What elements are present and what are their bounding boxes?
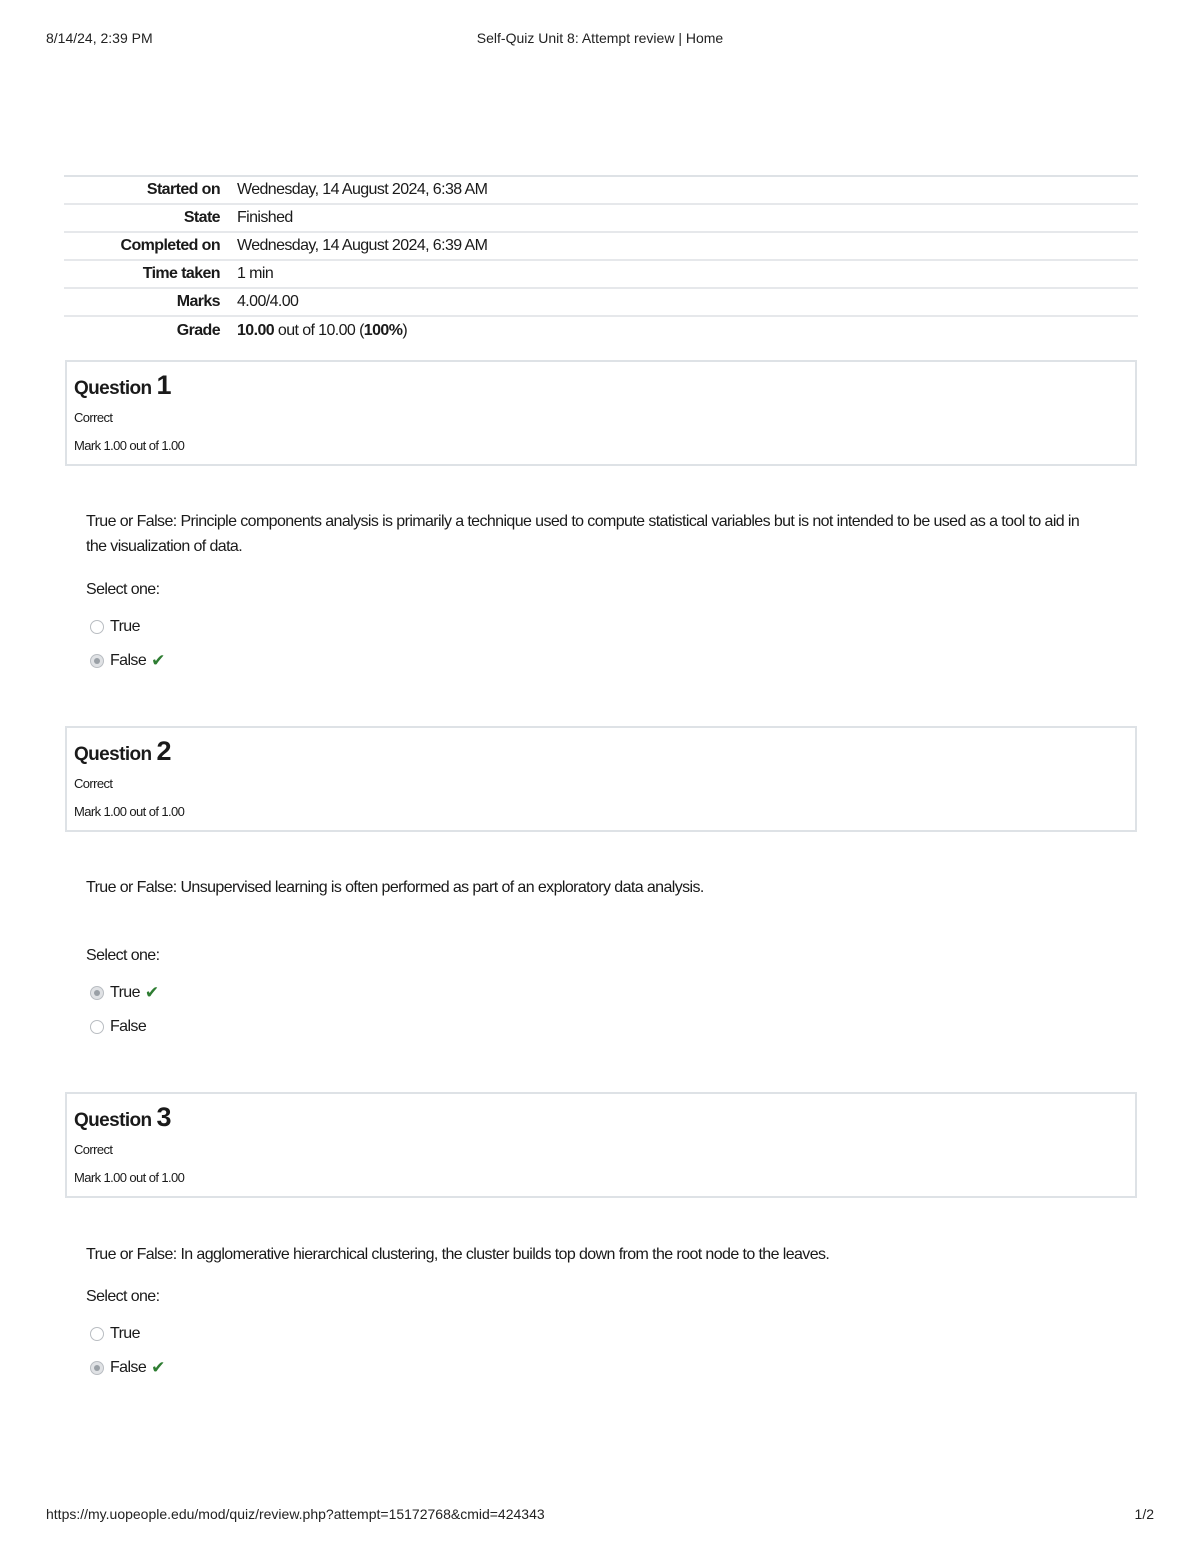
option-label: False [110, 1018, 147, 1035]
question-state: Correct [74, 1142, 113, 1157]
question-title [74, 1102, 171, 1133]
question-grade: Mark 1.00 out of 1.00 [74, 438, 185, 453]
grade-close: ) [402, 322, 408, 339]
radio-button[interactable] [90, 620, 104, 634]
answer-option-true[interactable] [90, 983, 159, 1003]
completed-value: Wednesday, 14 August 2024, 6:39 AM [237, 237, 488, 254]
option-label: False [110, 652, 147, 669]
option-label: True [110, 984, 140, 1001]
question-label: Question [74, 744, 152, 765]
summary-row-completed [64, 233, 1138, 261]
grade-label: Grade [176, 322, 220, 339]
radio-button-selected[interactable] [90, 654, 104, 668]
summary-row-started [64, 177, 1138, 205]
print-header [46, 30, 1154, 50]
print-date: 8/14/24, 2:39 PM [46, 30, 153, 46]
state-label: State [183, 209, 220, 226]
print-page-number: 1/2 [1134, 1506, 1154, 1522]
summary-row-grade [64, 317, 1138, 345]
answer-option-true[interactable] [90, 1324, 140, 1344]
marks-label: Marks [176, 293, 220, 310]
option-label: True [110, 618, 140, 635]
question-text-2: True or False: Unsupervised learning is often performed as part of an exploratory data analysis. [86, 879, 704, 896]
question-info-1 [65, 360, 1137, 466]
answer-option-false[interactable] [90, 1358, 165, 1378]
started-value: Wednesday, 14 August 2024, 6:38 AM [237, 181, 488, 198]
question-state: Correct [74, 776, 113, 791]
question-number: 3 [156, 1102, 171, 1132]
select-one-prompt: Select one: [86, 1288, 160, 1305]
select-one-prompt: Select one: [86, 581, 160, 598]
radio-button-selected[interactable] [90, 986, 104, 1000]
radio-button[interactable] [90, 1327, 104, 1341]
grade-value [220, 322, 407, 340]
option-label: False [110, 1359, 147, 1376]
answer-option-false[interactable] [90, 651, 165, 671]
question-text-3: True or False: In agglomerative hierarchical clustering, the cluster builds top down from the root node to the leaves. [86, 1246, 830, 1263]
summary-row-time [64, 261, 1138, 289]
print-footer [46, 1506, 1154, 1526]
option-label: True [110, 1325, 140, 1342]
summary-row-marks [64, 289, 1138, 317]
correct-check-icon: ✔ [151, 1358, 165, 1377]
completed-label: Completed on [120, 237, 220, 254]
time-taken-label: Time taken [142, 265, 220, 282]
question-info-3 [65, 1092, 1137, 1198]
answer-option-false[interactable] [90, 1017, 146, 1037]
select-one-prompt: Select one: [86, 947, 160, 964]
question-info-2 [65, 726, 1137, 832]
grade-score: 10.00 [237, 322, 275, 339]
radio-button-selected[interactable] [90, 1361, 104, 1375]
print-page-title: Self-Quiz Unit 8: Attempt review | Home [476, 30, 724, 46]
marks-value: 4.00/4.00 [237, 293, 299, 310]
question-grade: Mark 1.00 out of 1.00 [74, 1170, 185, 1185]
grade-rest: out of 10.00 ( [277, 322, 364, 339]
started-label: Started on [146, 181, 220, 198]
summary-row-state [64, 205, 1138, 233]
grade-percent: 100% [363, 322, 403, 339]
print-url: https://my.uopeople.edu/mod/quiz/review.php?attempt=15172768&cmid=424343 [46, 1506, 545, 1522]
question-grade: Mark 1.00 out of 1.00 [74, 804, 185, 819]
question-title [74, 736, 171, 767]
question-label: Question [74, 378, 152, 399]
attempt-summary-table [64, 175, 1138, 345]
question-number: 1 [156, 370, 171, 400]
question-text-1: True or False: Principle components analysis is primarily a technique used to compute statistical variables but is not intended to be used as a tool to aid in the visualization of data. [86, 513, 1080, 555]
time-taken-value: 1 min [237, 265, 274, 282]
question-number: 2 [156, 736, 171, 766]
question-label: Question [74, 1110, 152, 1131]
radio-button[interactable] [90, 1020, 104, 1034]
question-state: Correct [74, 410, 113, 425]
state-value: Finished [237, 209, 293, 226]
correct-check-icon: ✔ [151, 651, 165, 670]
question-title [74, 370, 171, 401]
answer-option-true[interactable] [90, 617, 140, 637]
correct-check-icon: ✔ [144, 983, 159, 1002]
